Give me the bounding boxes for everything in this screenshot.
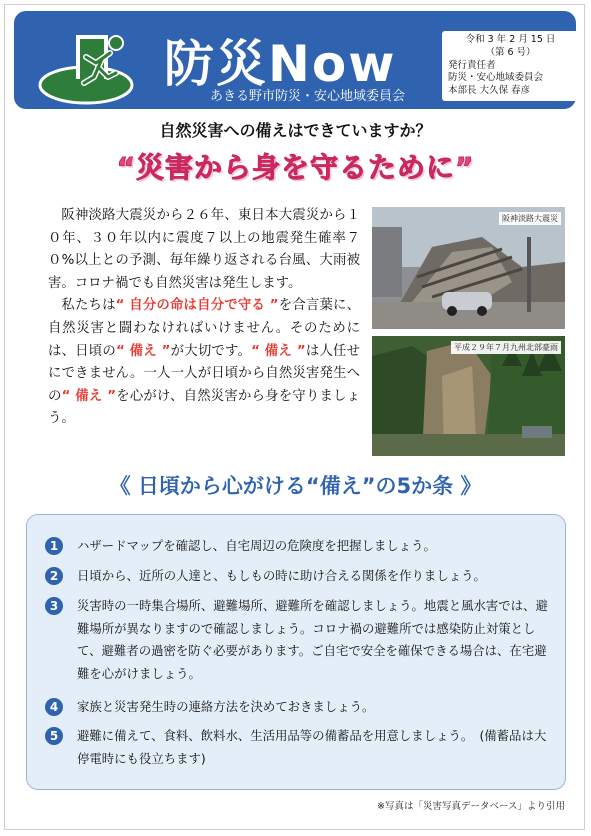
item-number-badge: 3	[45, 597, 63, 615]
earthquake-photo	[372, 207, 565, 329]
sonae-highlight: “ 備え ”	[251, 343, 306, 359]
collapsed-building-image	[372, 207, 565, 329]
publisher-org: 防災・安心地域委員会	[448, 72, 544, 84]
text-segment: を合言葉に、自然災害と闘わなければいけません。そのためには、日頃の	[48, 298, 360, 359]
sonae-highlight: “ 備え ”	[61, 388, 117, 404]
text-segment: 私たちは	[61, 298, 116, 314]
newsletter-subtitle: あきる野市防災・安心地域委員会	[210, 89, 406, 104]
lead-question: 自然災害への備えはできていますか？	[159, 121, 432, 140]
item-text: 災害時の一時集合場所、避難場所、避難所を確認しましょう。地震と風水害では、避難場所が異なりますので確認しましょう。コロナ禍の避難所では感染防止対策として、避難者の過密を防ぐ必要があります。ご自宅で安全を確保できる場合は、在宅避難を心がけましょう。	[77, 598, 548, 681]
issue-number: （第 6 号）	[485, 46, 536, 58]
landslide-image	[372, 336, 565, 456]
flood-photo	[372, 336, 565, 456]
item-text: 家族と災害発生時の連絡方法を決めておきましょう。	[77, 699, 375, 714]
text-segment: は人任せにできません。一人一人が日頃から自然災害発生への	[48, 343, 361, 404]
runner-exit-logo-icon	[36, 33, 144, 105]
photo2-caption: 平成２９年７月九州北部豪雨	[451, 341, 561, 354]
publisher-name: 本部長 大久保 春彦	[448, 85, 531, 97]
list-item	[45, 725, 555, 770]
item-number-badge: 1	[45, 537, 63, 555]
header-banner	[14, 11, 576, 109]
photo-source-note: ※写真は「災害写真データベース」より引用	[377, 801, 565, 812]
item-number-badge: 5	[45, 727, 63, 745]
motto-highlight: “ 自分の命は自分で守る ”	[115, 298, 279, 314]
item-number-badge: 4	[45, 698, 63, 716]
item-text: 日頃から、近所の人達と、もしもの時に助け合える関係を作りましょう。	[77, 568, 486, 583]
list-item	[45, 535, 555, 558]
main-title: “災害から身を守るために”	[116, 151, 475, 184]
item-text: ハザードマップを確認し、自宅周辺の危険度を把握しましょう。	[77, 538, 436, 553]
text-segment: が大切です。	[170, 343, 252, 359]
item-number-badge: 2	[45, 567, 63, 585]
intro-paragraph-2	[48, 295, 360, 431]
list-item	[45, 565, 555, 588]
publisher-label: 発行責任者	[448, 59, 496, 71]
issue-info-box	[442, 31, 579, 101]
five-articles-heading: 《 日頃から心がける“備え”の5か条 》	[109, 474, 482, 498]
photo1-caption: 阪神淡路大震災	[499, 212, 561, 225]
five-articles-box	[26, 514, 566, 790]
item-text: 避難に備えて、食料、飲料水、生活用品等の備蓄品を用意しましょう。 (備蓄品は大停電時にも役立ちます)	[77, 728, 547, 766]
issue-date: 令和 3 年 2 月 15 日	[465, 34, 556, 45]
list-item	[45, 696, 555, 719]
intro-paragraph-1: 阪神淡路大震災から２６年、東日本大震災から１０年、３０年以内に震度７以上の地震発生確率７０%以上との予測、毎年繰り返される台風、大雨被害。コロナ禍でも自然災害は発生します。	[48, 208, 360, 291]
intro-text	[48, 205, 360, 431]
text-segment: を心がけ、自然災害から身を守りましょう。	[48, 388, 361, 427]
sonae-highlight: “ 備え ”	[115, 343, 171, 359]
list-item	[45, 595, 555, 685]
newsletter-title: 防災Now	[164, 35, 397, 93]
